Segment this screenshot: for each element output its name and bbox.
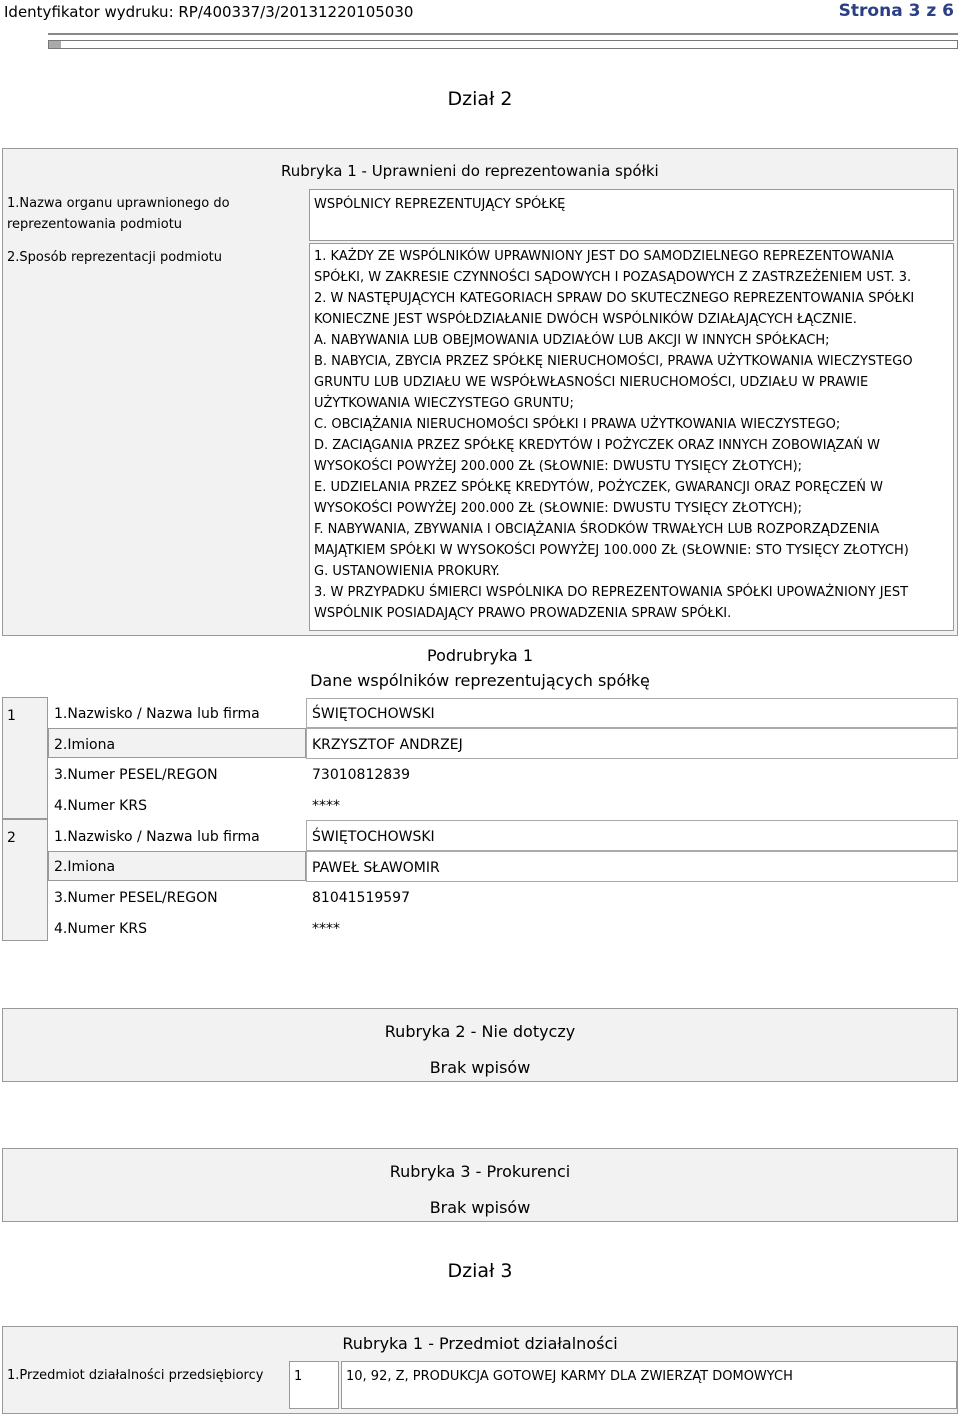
partner-name: ŚWIĘTOCHOWSKI [306,820,958,851]
page-number: Strona 3 z 6 [838,1,954,21]
partner-label: 4.Numer KRS [54,921,147,937]
dzial-3-rubryka-1-title: Rubryka 1 - Przedmiot działalności [342,1334,618,1353]
partner-pesel: 73010812839 [312,767,410,783]
header-progress-bar [48,40,958,49]
rubryka-1-box [2,148,958,636]
rubryka-3-title: Rubryka 3 - Prokurenci [389,1162,571,1181]
partner-name: ŚWIĘTOCHOWSKI [306,698,958,728]
partner-label: 1.Nazwisko / Nazwa lub firma [54,829,260,845]
organ-label: 1.Nazwa organu uprawnionego do reprezentowania podmiotu [7,196,230,232]
partner-label: 2.Imiona [54,737,116,753]
sposob-label: 2.Sposób reprezentacji podmiotu [7,250,222,265]
przedmiot-value: 10, 92, Z, PRODUKCJA GOTOWEJ KARMY DLA ZWIERZĄT DOMOWYCH [341,1361,957,1409]
print-identifier: Identyfikator wydruku: RP/400337/3/20131220105030 [4,3,414,21]
partner-first-names: KRZYSZTOF ANDRZEJ [306,728,958,759]
partner-label: 3.Numer PESEL/REGON [54,890,218,906]
partner-label: 1.Nazwisko / Nazwa lub firma [54,706,260,722]
rubryka-2-empty: Brak wpisów [429,1058,531,1077]
podrubryka-title: Podrubryka 1 [427,646,533,665]
partner-first-names: PAWEŁ SŁAWOMIR [306,851,958,882]
przedmiot-number: 1 [289,1361,339,1409]
dzial-2-title: Dział 2 [447,88,513,110]
dzial-3-rubryka-1-box [2,1326,958,1414]
organ-value: WSPÓLNICY REPREZENTUJĄCY SPÓŁKĘ [309,189,954,241]
podrubryka-subtitle: Dane wspólników reprezentujących spółkę [310,671,650,690]
sposob-value: 1. KAŻDY ZE WSPÓLNIKÓW UPRAWNIONY JEST DO SAMODZIELNEGO REPREZENTOWANIA SPÓŁKI, W ZAKRESIE CZYNNOŚCI SĄDOWYCH I POZASĄDOWYCH Z ZASTRZEŻENIEM UST. 3. 2. W NASTĘPUJĄCYCH KATEGORIACH SPRAW DO SKUTECZNEGO REPREZENTOWANIA SPÓŁKI KONIECZNE JEST WSPÓŁDZIAŁANIE DWÓCH WSPÓLNIKÓW DZIAŁAJĄCYCH ŁĄCZNIE. A. NABYWANIA LUB OBEJMOWANIA UDZIAŁÓW LUB AKCJI W INNYCH SPÓŁKACH; B. NABYCIA, ZBYCIA PRZEZ SPÓŁKĘ NIERUCHOMOŚCI, PRAWA UŻYTKOWANIA WIECZYSTEGO GRUNTU LUB UDZIAŁU WE WSPÓŁWŁASNOŚCI NIERUCHOMOŚCI, UDZIAŁU W PRAWIE UŻYTKOWANIA WIECZYSTEGO GRUNTU; C. OBCIĄŻANIA NIERUCHOMOŚCI SPÓŁKI I PRAWA UŻYTKOWANIA WIECZYSTEGO; D. ZACIĄGANIA PRZEZ SPÓŁKĘ KREDYTÓW I POŻYCZEK ORAZ INNYCH ZOBOWIĄZAŃ W WYSOKOŚCI POWYŻEJ 200.000 ZŁ (SŁOWNIE: DWUSTU TYSIĘCY ZŁOTYCH); E. UDZIELANIA PRZEZ SPÓŁKĘ KREDYTÓW, POŻYCZEK, GWARANCJI ORAZ PORĘCZEŃ W WYSOKOŚCI POWYŻEJ 200.000 ZŁ (SŁOWNIE: DWUSTU TYSIĘCY ZŁOTYCH); F. NABYWANIA, ZBYWANIA I OBCIĄŻANIA ŚRODKÓW TRWAŁYCH LUB ROZPORZĄDZENIA MAJĄTKIEM SPÓŁKI W WYSOKOŚCI POWYŻEJ 100.000 ZŁ (SŁOWNIE: STO TYSIĘCY ZŁOTYCH) G. USTANOWIENIA PROKURY. 3. W PRZYPADKU ŚMIERCI WSPÓLNIKA DO REPREZENTOWANIA SPÓŁKI UPOWAŻNIONY JEST WSPÓLNIK POSIADAJĄCY PRAWO PROWADZENIA SPRAW SPÓŁKI. [309,243,954,631]
dzial-3-title: Dział 3 [447,1260,513,1282]
rubryka-3-empty: Brak wpisów [429,1198,531,1217]
partner-krs: **** [312,921,340,937]
header-divider [48,33,958,35]
partner-krs: **** [312,798,340,814]
partner-number-cell: 2 [2,819,48,941]
partner-label: 4.Numer KRS [54,798,147,814]
rubryka-1-title: Rubryka 1 - Uprawnieni do reprezentowania spółki [281,162,659,180]
przedmiot-label: 1.Przedmiot działalności przedsiębiorcy [7,1368,264,1383]
partner-label: 2.Imiona [54,859,116,875]
partner-number-cell: 1 [2,697,48,819]
partner-label: 3.Numer PESEL/REGON [54,767,218,783]
rubryka-2-title: Rubryka 2 - Nie dotyczy [384,1022,576,1041]
partner-pesel: 81041519597 [312,890,410,906]
